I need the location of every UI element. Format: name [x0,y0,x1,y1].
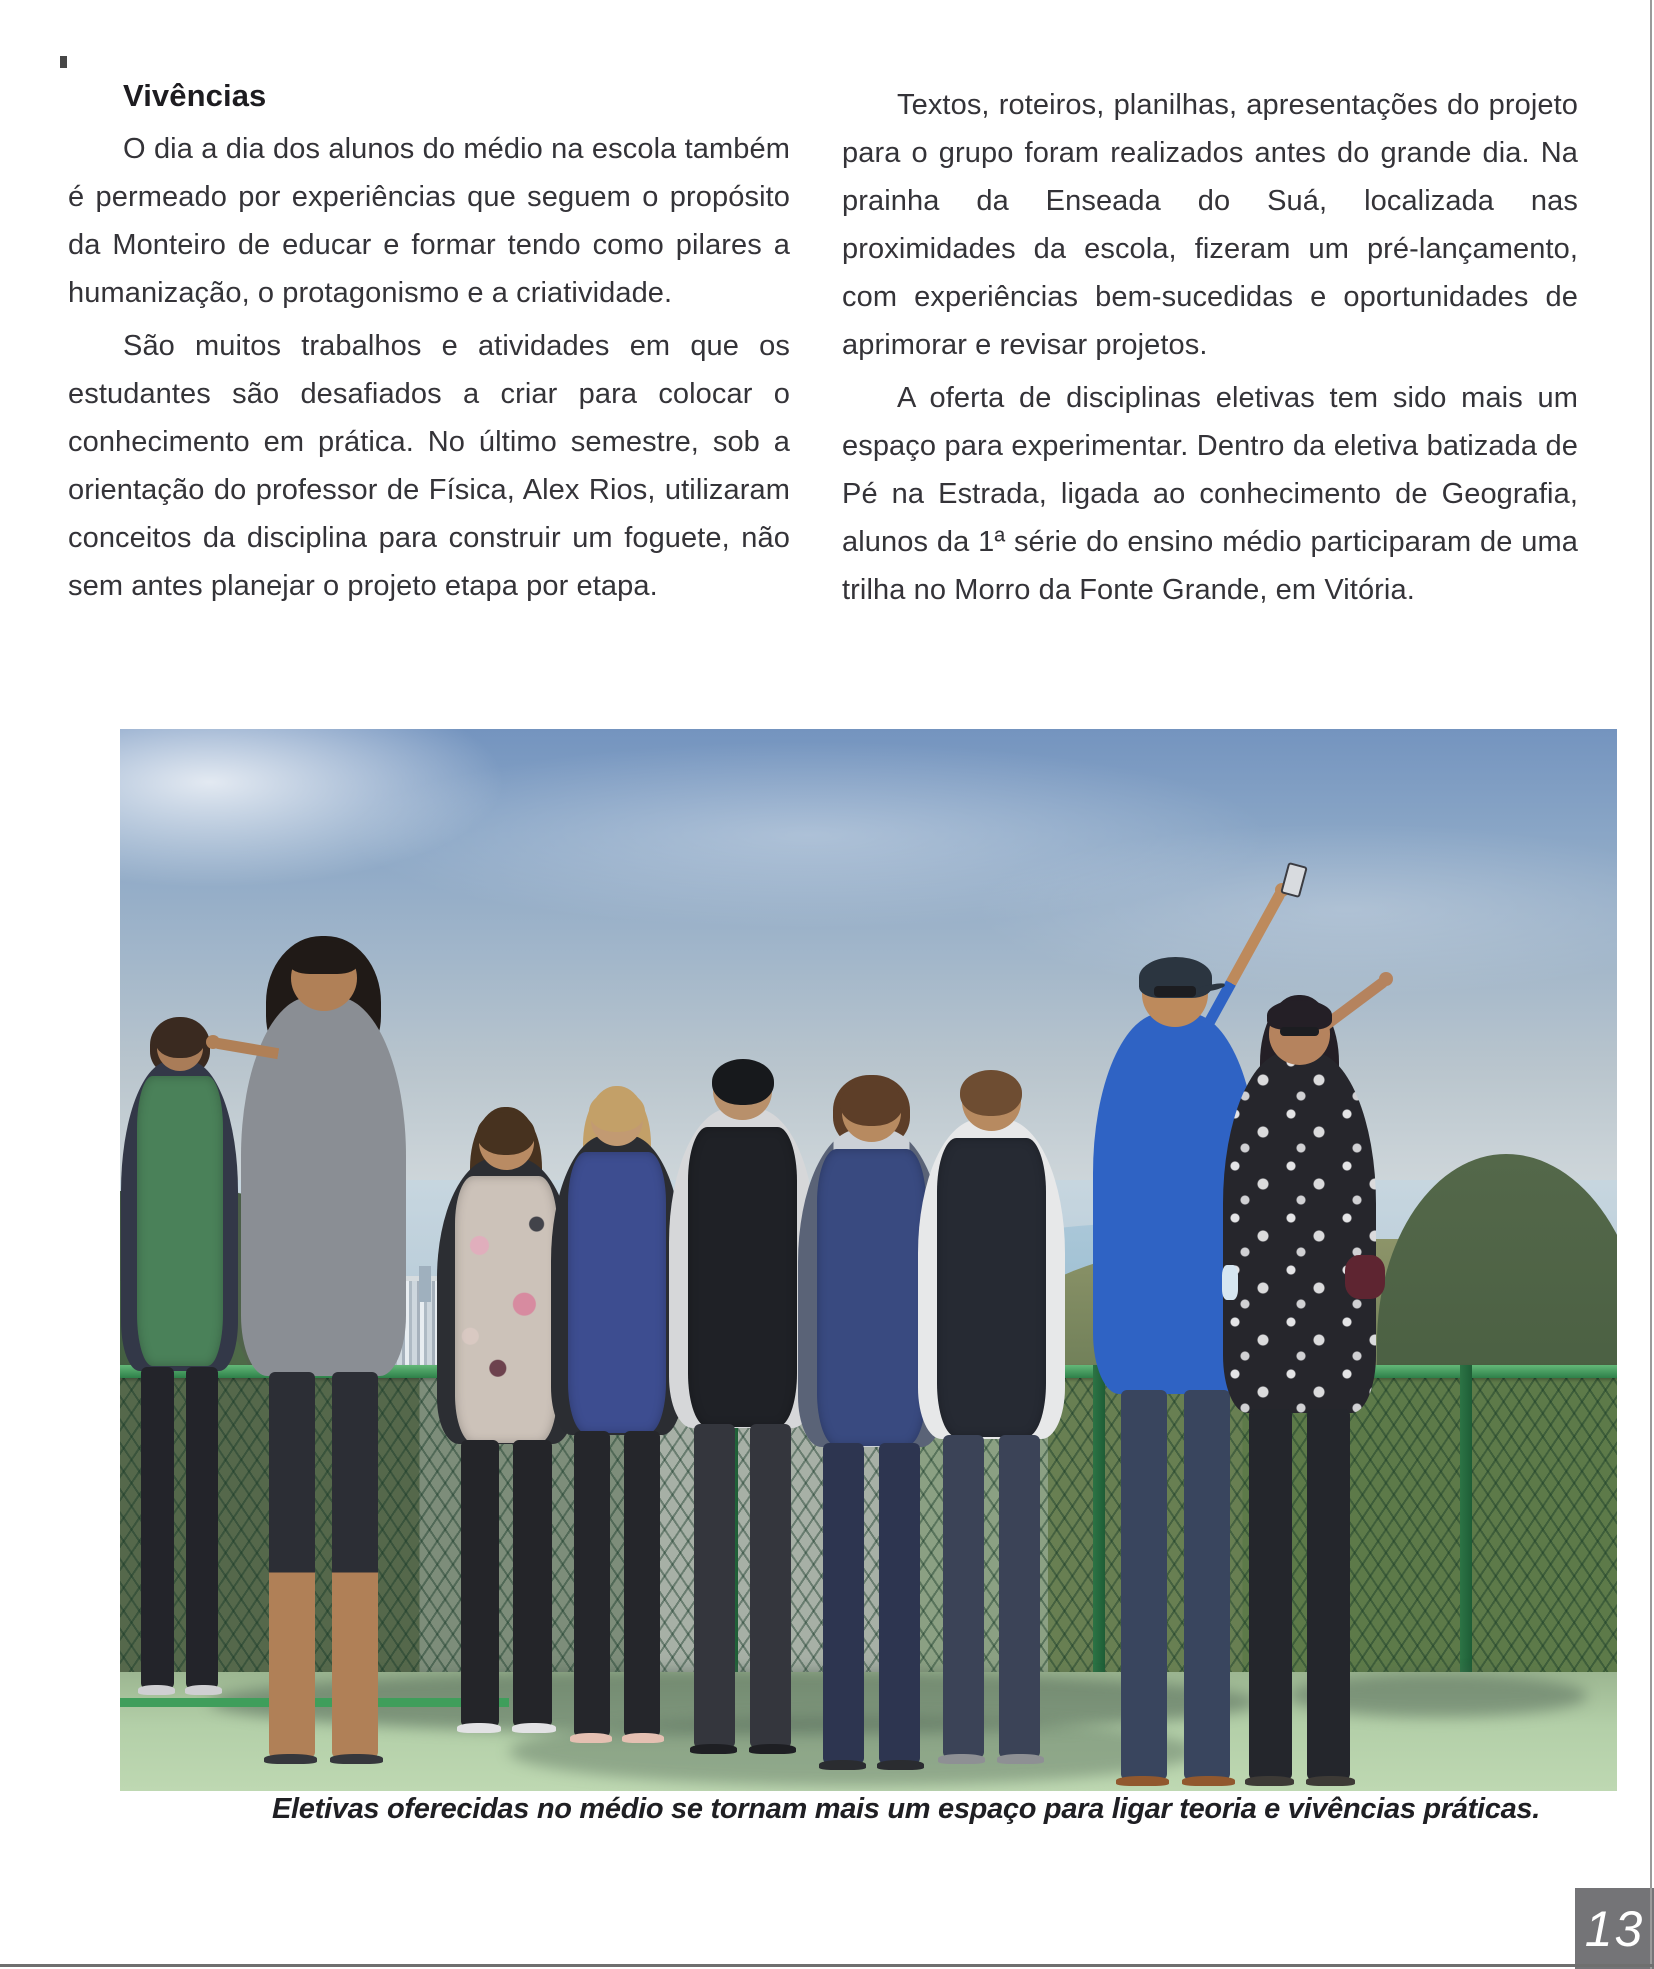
page-number-box [1575,1888,1654,1969]
photo-person-shoe [997,1754,1044,1764]
photo-person-leg [1307,1409,1350,1779]
photo-person-hair-top [289,941,359,974]
photo-person-leg [513,1440,552,1727]
photo-person-shoe [819,1760,866,1770]
photo-person-shoe [457,1723,501,1733]
photo-smartphone [1280,862,1308,898]
photo-item-shoulder-bag [1345,1255,1385,1300]
photo-person-hand [1379,972,1393,986]
photo-person-shoe [512,1723,556,1733]
photo-person-backpack [455,1176,557,1443]
photo-person-shoe [1306,1776,1355,1786]
photo-person-shoe [690,1744,737,1754]
photo-person-backpack [937,1138,1046,1437]
photo-person-leg [879,1443,920,1764]
photo-person-shoe [877,1760,924,1770]
page-number: 13 [1584,1900,1645,1957]
photo-person-leg [141,1367,174,1689]
paragraph-left-2: São muitos trabalhos e atividades em que os estudantes são desafiados a criar para colocar o conhecimento em prática. No último semestre, sob a orientação do professor de Física, Alex Rios, utilizaram conceitos da disciplina para construir um foguete, não sem antes planejar o projeto etapa por etapa. [68,330,790,602]
photo-people [120,729,1617,1791]
photo-person-shoe [749,1744,796,1754]
scan-edge-right [1650,0,1652,1969]
photo-person-hand [206,1035,220,1049]
photo-person-hair-top [960,1070,1022,1116]
photo-person-leg [332,1372,378,1758]
photo-person-hair-top [1267,1000,1332,1031]
photo-person-backpack [137,1076,223,1366]
photo-person-shoe [938,1754,985,1764]
article-right-column [842,76,1578,614]
photo-person-shoe [570,1733,612,1743]
photo-person-backpack [568,1152,665,1433]
photo-person-hair-top [155,1022,205,1058]
scan-edge-bottom [0,1964,1654,1967]
photo-trail-viewpoint [120,729,1617,1791]
photo-person-shoe [185,1685,222,1695]
photo-person-leg [1184,1390,1230,1779]
photo-person-leg [624,1431,661,1737]
photo-person-shoe [622,1733,664,1743]
photo-person-leg [461,1440,500,1727]
photo-person-shoe [1182,1776,1235,1786]
paragraph-left-1: O dia a dia dos alunos do médio na escola também é permeado por experiências que seguem o propósito da Monteiro de educar e formar tendo como pilares a humanização, o protagonismo e a criatividade. [68,133,790,309]
photo-person-shoe [330,1754,383,1764]
photo-person-backpack [688,1127,797,1426]
article-left-column [68,72,790,610]
photo-person-hair-top [589,1091,645,1132]
photo-person-hair-top [840,1081,902,1127]
scan-speck [60,56,67,68]
photo-item-water-bottle [1222,1265,1238,1300]
photo-person-leg [1121,1390,1167,1779]
section-heading: Vivências [123,78,267,113]
photo-person-leg [186,1367,219,1689]
paragraph-right-1: Textos, roteiros, planilhas, apresentações do projeto para o grupo foram realizados antes do grande dia. Na prainha da Enseada do Suá, localizada nas proximidades da escola, fizeram um pré-lançamento, com experiências bem-sucedidas e oportunidades de aprimorar e revisar projetos. [842,89,1578,361]
photo-person-leg [694,1424,735,1748]
photo-person-hair-top [712,1059,774,1105]
photo-sunglasses [1154,986,1196,997]
photo-person-leg [750,1424,791,1748]
paragraph-right-2: A oferta de disciplinas eletivas tem sido mais um espaço para experimentar. Dentro da eletiva batizada de Pé na Estrada, ligada ao conhecimento de Geografia, alunos da 1ª série do ensino médio participaram de uma trilha no Morro da Fonte Grande, em Vitória. [842,382,1578,606]
photo-person-shoe [1116,1776,1169,1786]
photo-person-shoe [1245,1776,1294,1786]
photo-caption: Eletivas oferecidas no médio se tornam mais um espaço para ligar teoria e vivências práticas. [272,1793,1540,1825]
photo-sunglasses [1280,1027,1319,1037]
photo-person-hair-top [477,1112,535,1155]
photo-person-leg [574,1431,611,1737]
photo-person-leg [999,1435,1040,1759]
photo-person-shoe [264,1754,317,1764]
photo-person-leg [1249,1409,1292,1779]
photo-person-leg [269,1372,315,1758]
photo-person-shoe [138,1685,175,1695]
photo-person-leg [823,1443,864,1764]
photo-person-torso [1223,1052,1376,1414]
photo-person-backpack [817,1149,926,1446]
photo-person-leg [943,1435,984,1759]
